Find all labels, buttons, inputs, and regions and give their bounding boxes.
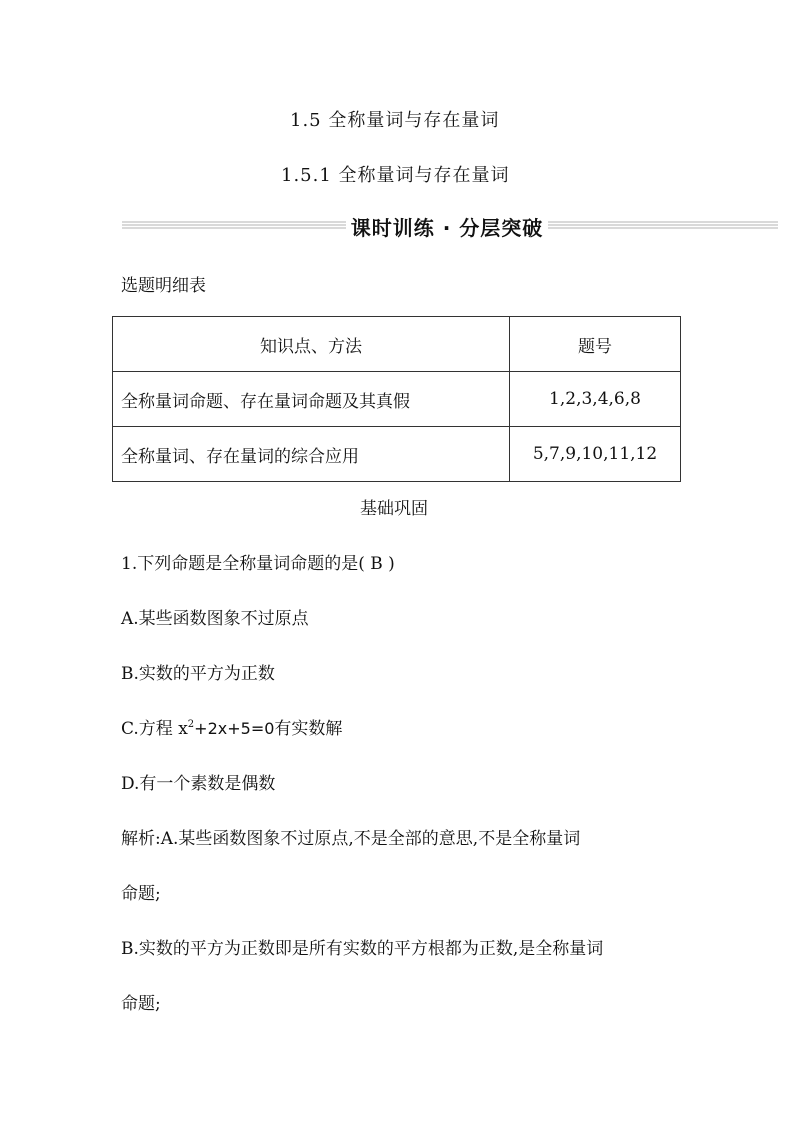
option-d: D.有一个素数是偶数 xyxy=(121,774,276,794)
table-cell: 5,7,9,10,11,12 xyxy=(510,427,681,482)
table-cell: 1,2,3,4,6,8 xyxy=(510,372,681,427)
table-row xyxy=(113,427,681,482)
table-cell: 全称量词、存在量词的综合应用 xyxy=(113,427,510,482)
practice-banner xyxy=(122,214,778,240)
section-title: 1.5 全称量词与存在量词 xyxy=(290,110,500,131)
table-header-cell: 题号 xyxy=(510,317,681,372)
table-caption: 选题明细表 xyxy=(121,276,206,296)
option-c-equation: +2x+5=0 xyxy=(194,719,275,738)
section-label: 基础巩固 xyxy=(360,499,428,519)
subsection-title: 1.5.1 全称量词与存在量词 xyxy=(281,165,510,186)
banner-stripes-right xyxy=(548,221,778,230)
option-c xyxy=(121,714,342,739)
table-header-row xyxy=(113,317,681,372)
exponent: 2 xyxy=(187,719,195,730)
analysis-line-3: B.实数的平方为正数即是所有实数的平方根都为正数,是全称量词 xyxy=(121,939,604,959)
analysis-line-1: 解析:A.某些函数图象不过原点,不是全部的意思,不是全称量词 xyxy=(121,829,581,849)
question-stem: 1.下列命题是全称量词命题的是( B ) xyxy=(121,554,395,574)
analysis-line-4: 命题; xyxy=(121,994,161,1014)
banner-stripes-left xyxy=(122,221,346,230)
banner-text: 课时训练 · 分层突破 xyxy=(350,216,544,240)
option-b: B.实数的平方为正数 xyxy=(121,664,275,684)
analysis-line-2: 命题; xyxy=(121,884,161,904)
option-c-suffix: 有实数解 xyxy=(274,719,343,739)
table-row xyxy=(113,372,681,427)
option-a: A.某些函数图象不过原点 xyxy=(121,609,309,629)
table-cell: 全称量词命题、存在量词命题及其真假 xyxy=(113,372,510,427)
option-c-prefix: C.方程 x xyxy=(121,719,188,739)
table-header-cell: 知识点、方法 xyxy=(113,317,510,372)
selection-table xyxy=(112,316,681,482)
